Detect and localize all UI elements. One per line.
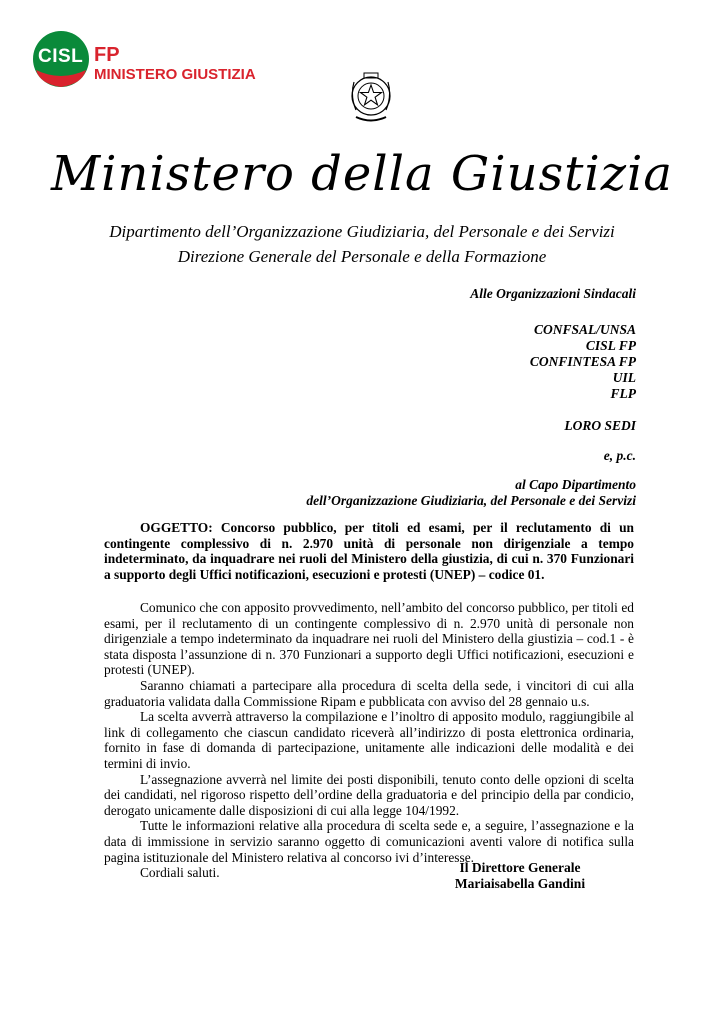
loro-sedi: LORO SEDI <box>564 418 636 433</box>
recipient-union: UIL <box>612 370 636 385</box>
recipient-union: FLP <box>610 386 636 401</box>
logo-cisl-text: CISL <box>38 46 84 67</box>
signature-role: Il Direttore Generale <box>459 860 581 875</box>
signature-name: Mariaisabella Gandini <box>454 876 586 891</box>
signature-block <box>420 860 620 892</box>
recipient-union: CONFSAL/UNSA <box>533 322 636 337</box>
body-paragraph: La scelta avverrà attraverso la compilazione e l’inoltro di apposito modulo, raggiungibile al link di collegamento che ciascun candidato riceverà all’indirizzo di posta elettronica ordinaria, fornito in fase di domanda di partecipazione, unitamente alle indicazioni delle modalità e dei termini di invio. <box>104 709 634 771</box>
logo-ministero-text: MINISTERO GIUSTIZIA <box>94 66 256 83</box>
cisl-fp-logo <box>32 30 262 90</box>
body-paragraph: Saranno chiamati a partecipare alla procedura di scelta della sede, i vincitori di cui alla graduatoria validata dalla Commissione Ripam e pubblicata con avviso del 28 gennaio u.s. <box>104 677 634 709</box>
subject-text: : Concorso pubblico, per titoli ed esami, per il reclutamento di un contingente complessivo di n. 2.970 unità di personale non dirigenziale a tempo indeterminato, da inquadrare nei ruoli del Ministero della giustizia, di cui n. 370 Funzionari a supporto degli Uffici notificazioni, esecuzioni e protesti (UNEP) – codice 01. <box>104 520 634 582</box>
body-paragraph: Comunico che con apposito provvedimento, nell’ambito del concorso pubblico, per titoli ed esami, per il reclutamento di un contingente complessivo di n. 2.970 unità di personale non dirigenziale a tempo indeterminato da inquadrare nei ruoli del Ministero della giustizia – cod.1 - è stata disposta l’assunzione di n. 370 Funzionari a supporto degli Uffici notificazioni, esecuzioni e protesti (UNEP). <box>104 600 634 678</box>
closing: Cordiali saluti. <box>140 865 220 881</box>
capo-dipartimento-detail: dell’Organizzazione Giudiziaria, del Personale e dei Servizi <box>306 493 636 508</box>
epc-label: e, p.c. <box>603 448 636 463</box>
subject-block <box>104 520 634 582</box>
subject-label: OGGETTO <box>140 520 209 535</box>
logo-fp-text: FP <box>94 44 120 66</box>
letter-body <box>104 600 634 881</box>
body-paragraph: L’assegnazione avverrà nel limite dei posti disponibili, tenuto conto delle opzioni di scelta dei candidati, nel rigoroso rispetto dell’ordine della graduatoria e del principio della par condicio, derogato unicamente dalle disposizioni di cui alla legge 104/1992. <box>104 771 634 818</box>
department-subtitle: Dipartimento dell’Organizzazione Giudiziaria, del Personale e dei Servizi <box>109 222 615 241</box>
recipients-heading: Alle Organizzazioni Sindacali <box>470 286 636 301</box>
ministry-title: Ministero della Giustizia <box>50 146 674 202</box>
direction-subtitle: Direzione Generale del Personale e della Formazione <box>177 247 547 266</box>
body-paragraph: Tutte le informazioni relative alla procedura di scelta sede e, a seguire, l’assegnazione e la data di immissione in servizio saranno oggetto di comunicazioni aventi valore di notifica sulla pagina istituzionale del Ministero relativa al concorso ivi d’interesse. <box>104 818 634 865</box>
republic-emblem-icon <box>346 70 396 126</box>
capo-dipartimento: al Capo Dipartimento <box>515 477 636 492</box>
recipient-union: CONFINTESA FP <box>529 354 636 369</box>
recipient-union: CISL FP <box>585 338 636 353</box>
